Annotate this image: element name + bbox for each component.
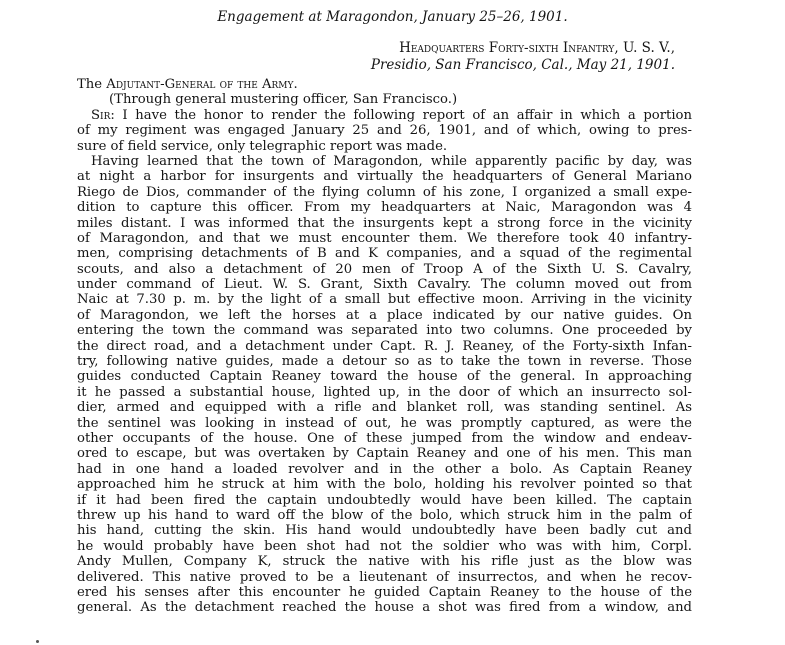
paragraph-line: Riego de Dios, commander of the flying column of his zone, I organized a small expe- [77,184,692,200]
paragraph-line: dition to capture this officer. From my headquarters at Naic, Maragondon was 4 [77,200,692,216]
paragraph-line: general. As the detachment reached the house a shot was fired from a window, and [77,600,692,616]
scan-speck [36,640,39,643]
paragraph-line: Andy Mullen, Company K, struck the native with his rifle just as the blow was [77,554,692,570]
paragraph-line: his hand, cutting the skin. His hand would undoubtedly have been badly cut and [77,523,692,539]
paragraph-line: it he passed a substantial house, lighted up, in the door of which an insurrecto sol- [77,384,692,400]
paragraph-line: scouts, and also a detachment of 20 men of Troop A of the Sixth U. S. Cavalry, [77,261,692,277]
paragraph-line: approached him he struck at him with the bolo, holding his revolver pointed so that [77,477,692,493]
paragraph-line: of Maragondon, we left the horses at a place indicated by our native guides. On [77,307,692,323]
page-heading: Engagement at Maragondon, January 25–26, 1901. [217,9,568,25]
paragraph-2 [77,154,692,616]
paragraph-line: miles distant. I was informed that the insurgents kept a strong force in the vicinity [77,215,692,231]
addressee-lead: The [77,77,107,92]
letter-header [371,40,675,74]
paragraph-line: at night a harbor for insurgents and virtually the headquarters of General Mariano [77,169,692,185]
paragraph-line: Having learned that the town of Maragondon, while apparently pacific by day, was [91,153,692,169]
paragraph-line: men, comprising detachments of B and K companies, and a squad of the regimental [77,246,692,262]
paragraph-line: of Maragondon, and that we must encounter them. We therefore took 40 infantry- [77,230,692,246]
paragraph-line: he would probably have been shot had not the soldier who was with him, Corpl. [77,538,692,554]
paragraph-line: entering the town the command was separated into two columns. One proceeded by [77,323,692,339]
paragraph-line: delivered. This native proved to be a lieutenant of insurrectos, and when he recov- [77,569,692,585]
paragraph-line: guides conducted Captain Reaney toward the house of the general. In approaching [77,369,692,385]
addressee-title: Adjutant-General of the Army. [106,77,298,92]
paragraph-1 [77,108,692,154]
paragraph-line: if it had been fired the captain undoubtedly would have been killed. The captain [77,492,692,508]
paragraph-line: ored to escape, but was overtaken by Captain Reaney and one of his men. This man [77,446,692,462]
headquarters-line: Headquarters Forty-sixth Infantry, U. S. V., [399,40,675,56]
addressee-line [77,77,692,92]
through-line: (Through general mustering officer, San Francisco.) [109,92,458,108]
letter-body [77,77,692,616]
paragraph-line: the direct road, and a detachment under Capt. R. J. Reaney, of the Forty-sixth Infan- [77,338,692,354]
paragraph-line: threw up his hand to ward off the blow of the bolo, which struck him in the palm of [77,507,692,523]
location-date-line: Presidio, San Francisco, Cal., May 21, 1901. [370,57,675,73]
paragraph-line: sure of field service, only telegraphic report was made. [77,138,448,154]
paragraph-line: of my regiment was engaged January 25 and 26, 1901, and of which, owing to pres- [77,123,692,139]
paragraph-line: dier, armed and equipped with a rifle and blanket roll, was standing sentinel. As [77,400,692,416]
paragraph-line: ered his senses after this encounter he guided Captain Reaney to the house of the [77,584,692,600]
paragraph-line: under command of Lieut. W. S. Grant, Sixth Cavalry. The column moved out from [77,277,692,293]
paragraph-line: Naic at 7.30 p. m. by the light of a small but effective moon. Arriving in the vicinity [77,292,692,308]
paragraph-line: try, following native guides, made a detour so as to take the town in reverse. Those [77,354,692,370]
paragraph-line: had in one hand a loaded revolver and in the other a bolo. As Captain Reaney [77,461,692,477]
paragraph-line: the sentinel was looking in instead of out, he was promptly captured, as were the [77,415,692,431]
paragraph-line: Sir: I have the honor to render the following report of an affair in which a portion [91,107,692,123]
salutation-sir: Sir: [91,107,115,123]
paragraph-line: other occupants of the house. One of these jumped from the window and endeav- [77,430,692,446]
